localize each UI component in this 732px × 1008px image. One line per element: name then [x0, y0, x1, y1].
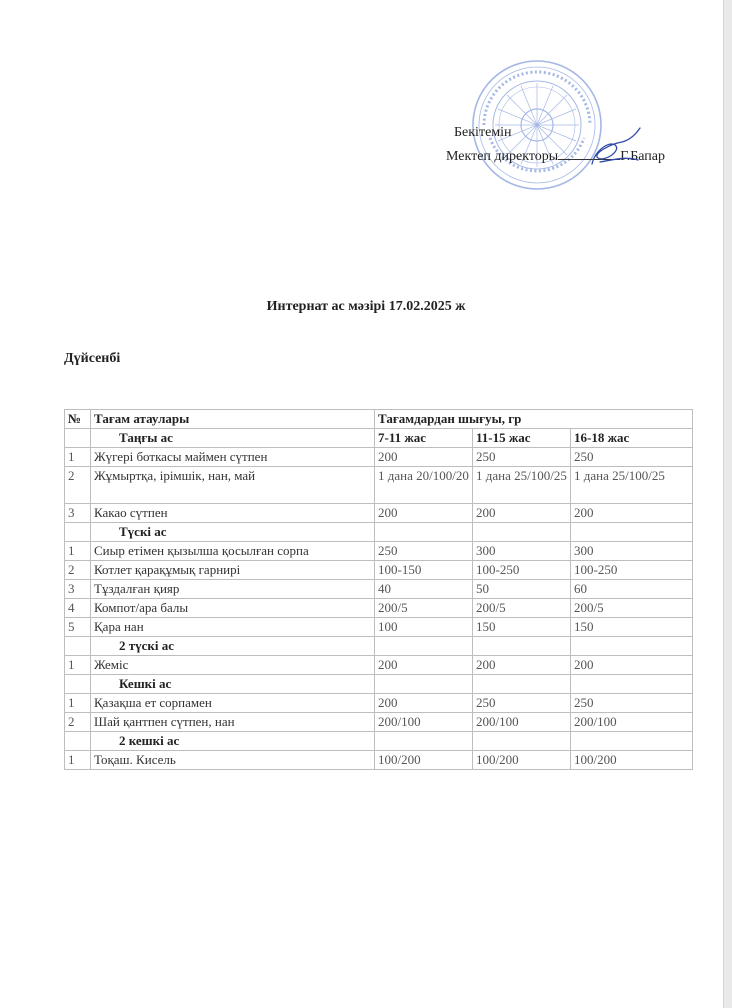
portion-value: 200/5 [473, 599, 571, 618]
row-number: 2 [65, 561, 91, 580]
section-name: Түскі ас [91, 523, 375, 542]
portion-value: 200/5 [375, 599, 473, 618]
table-row [65, 542, 693, 561]
dish-name: Котлет қарақұмық гарнирі [91, 561, 375, 580]
dish-name: Тұздалған қияр [91, 580, 375, 599]
age-group-header [375, 675, 473, 694]
portion-value: 250 [571, 694, 693, 713]
row-number: 1 [65, 448, 91, 467]
portion-value: 100-250 [571, 561, 693, 580]
approval-heading: Бекітемін [454, 125, 512, 140]
portion-value: 100/200 [473, 751, 571, 770]
table-header-row [65, 410, 693, 429]
row-number: 4 [65, 599, 91, 618]
portion-value: 100-250 [473, 561, 571, 580]
row-number: 1 [65, 751, 91, 770]
section-name: Кешкі ас [91, 675, 375, 694]
portion-value: 150 [571, 618, 693, 637]
table-row [65, 561, 693, 580]
age-group-header: 11-15 жас [473, 429, 571, 448]
dish-name: Шай қантпен сүтпен, нан [91, 713, 375, 732]
section-name: 2 түскі ас [91, 637, 375, 656]
portion-value: 200 [571, 656, 693, 675]
table-row [65, 751, 693, 770]
portion-value: 40 [375, 580, 473, 599]
table-row [65, 504, 693, 523]
age-group-header [473, 637, 571, 656]
portion-value: 200 [571, 504, 693, 523]
director-role: Мектеп директоры [446, 149, 559, 164]
dish-name: Сиыр етімен қызылша қосылған сорпа [91, 542, 375, 561]
age-group-header [473, 732, 571, 751]
portion-value: 200/5 [571, 599, 693, 618]
section-name: Таңғы ас [91, 429, 375, 448]
scan-edge [723, 0, 732, 1008]
section-number-cell [65, 637, 91, 656]
age-group-header [375, 732, 473, 751]
dish-name: Жеміс [91, 656, 375, 675]
section-number-cell [65, 732, 91, 751]
dish-name: Қара нан [91, 618, 375, 637]
age-group-header [375, 637, 473, 656]
table-row [65, 599, 693, 618]
portion-value: 200/100 [375, 713, 473, 732]
section-number-cell [65, 675, 91, 694]
age-group-header [571, 523, 693, 542]
portion-value: 200 [375, 504, 473, 523]
portion-value: 1 дана 20/100/20 [375, 467, 473, 504]
dish-name: Жүгері боткасы маймен сүтпен [91, 448, 375, 467]
portion-value: 200/100 [571, 713, 693, 732]
portion-value: 1 дана 25/100/25 [571, 467, 693, 504]
portion-value: 200 [375, 656, 473, 675]
row-number: 3 [65, 580, 91, 599]
portion-value: 200 [375, 448, 473, 467]
portion-value: 250 [571, 448, 693, 467]
row-number: 3 [65, 504, 91, 523]
age-group-header: 7-11 жас [375, 429, 473, 448]
portion-value: 200 [473, 656, 571, 675]
section-row [65, 429, 693, 448]
row-number: 2 [65, 713, 91, 732]
table-row [65, 713, 693, 732]
portion-value: 60 [571, 580, 693, 599]
portion-value: 250 [473, 448, 571, 467]
portion-value: 250 [375, 542, 473, 561]
portion-value: 100-150 [375, 561, 473, 580]
row-number: 1 [65, 694, 91, 713]
dish-name: Жұмыртқа, ірімшік, нан, май [91, 467, 375, 504]
document-title: Интернат ас мәзірі 17.02.2025 ж [266, 299, 466, 314]
director-name: Г.Бапар [620, 149, 666, 164]
portion-value: 200 [375, 694, 473, 713]
age-group-header [375, 523, 473, 542]
row-number: 1 [65, 542, 91, 561]
row-number: 5 [65, 618, 91, 637]
portion-value: 1 дана 25/100/25 [473, 467, 571, 504]
age-group-header [473, 675, 571, 694]
section-row [65, 675, 693, 694]
age-group-header [571, 675, 693, 694]
section-name: 2 кешкі ас [91, 732, 375, 751]
section-row [65, 637, 693, 656]
portion-value: 50 [473, 580, 571, 599]
header-dish-names: Тағам атаулары [91, 410, 375, 429]
age-group-header: 16-18 жас [571, 429, 693, 448]
row-number: 1 [65, 656, 91, 675]
age-group-header [473, 523, 571, 542]
portion-value: 250 [473, 694, 571, 713]
dish-name: Тоқаш. Кисель [91, 751, 375, 770]
portion-value: 300 [571, 542, 693, 561]
portion-value: 150 [473, 618, 571, 637]
dish-name: Какао сүтпен [91, 504, 375, 523]
portion-value: 100/200 [375, 751, 473, 770]
dish-name: Қазақша ет сорпамен [91, 694, 375, 713]
age-group-header [571, 732, 693, 751]
age-group-header [571, 637, 693, 656]
portion-value: 300 [473, 542, 571, 561]
handwritten-signature-icon [582, 126, 644, 174]
day-of-week: Дүйсенбі [64, 351, 121, 366]
table-row [65, 448, 693, 467]
section-number-cell [65, 523, 91, 542]
portion-value: 100/200 [571, 751, 693, 770]
row-number: 2 [65, 467, 91, 504]
section-row [65, 732, 693, 751]
table-row [65, 580, 693, 599]
table-row [65, 694, 693, 713]
portion-value: 200 [473, 504, 571, 523]
header-yield: Тағамдардан шығуы, гр [375, 410, 693, 429]
table-row [65, 656, 693, 675]
table-row [65, 467, 693, 504]
portion-value: 100 [375, 618, 473, 637]
table-row [65, 618, 693, 637]
header-number: № [65, 410, 91, 429]
dish-name: Компот/ара балы [91, 599, 375, 618]
section-number-cell [65, 429, 91, 448]
portion-value: 200/100 [473, 713, 571, 732]
menu-table [64, 409, 693, 770]
section-row [65, 523, 693, 542]
